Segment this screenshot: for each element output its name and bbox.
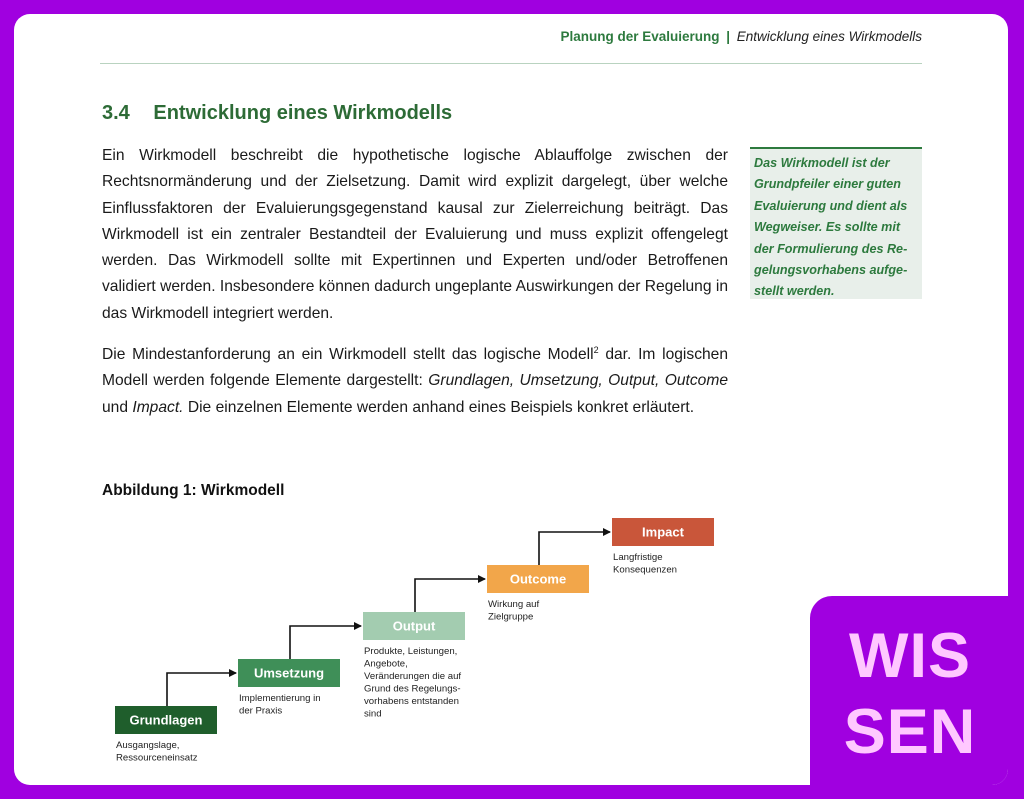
wissen-badge	[810, 596, 1008, 785]
step-desc-grundlagen: Ressourceneinsatz	[116, 752, 198, 764]
step-desc-output: Grund des Regelungs-	[364, 683, 461, 695]
header-section: Planung der Evaluierung	[560, 29, 720, 44]
paragraph-1: Ein Wirkmodell beschreibt die hypothetische logische Ablauffolge zwischen der Rechtsnormänderung und der Zielsetzung. Damit wird explizit dargelegt, über welche Einflussfaktoren der Evaluierungsgegenstand kausal zur Zielerreichung beiträgt. Das Wirkmodell ist ein zentraler Bestandteil der Evaluierung und muss explizit offengelegt werden. Das Wirkmodell sollte mit Expertinnen und Experten und/oder Betroffenen validiert werden. Insbesondere können dadurch ungeplante Auswirkungen der Regelung in das Wirkmodell integriert werden.	[102, 147, 728, 322]
section-number: 3.4	[102, 102, 130, 124]
header-chapter: Entwicklung eines Wirkmodells	[736, 29, 922, 44]
connector-arrow	[167, 673, 236, 706]
step-label-impact: Impact	[642, 524, 684, 540]
footnote-ref[interactable]: 2	[593, 344, 599, 355]
sidebar-note: Das Wirkmodell ist der Grundpfeiler einer guten Evaluierung und dient als Wegweiser. Es sollte mit der Formulierung des Regelungsvorhabens aufgestellt werden.	[750, 147, 922, 299]
step-label-outcome: Outcome	[509, 571, 567, 587]
badge-line-2: SEN	[843, 697, 977, 767]
step-umsetzung	[238, 659, 340, 717]
step-grundlagen	[115, 706, 217, 764]
diagram-steps	[115, 518, 714, 764]
connector-arrow	[539, 532, 610, 565]
paragraph-2-part-3: Die einzelnen Elemente werden anhand eines Beispiels konkret erläutert.	[183, 398, 695, 416]
step-desc-umsetzung: der Praxis	[239, 705, 283, 717]
step-desc-output: Angebote,	[364, 658, 408, 670]
step-label-output: Output	[392, 618, 436, 634]
step-desc-output: vorhabens entstanden	[364, 696, 459, 707]
step-desc-impact: Langfristige	[613, 552, 663, 563]
step-output	[363, 612, 465, 720]
paragraph-2-part-2: dar. Im logischen Modell werden folgende Elemente dargestellt:	[102, 346, 729, 390]
step-label-grundlagen: Grundlagen	[129, 712, 203, 728]
section-title: Entwicklung eines Wirkmodells	[153, 102, 453, 124]
figure-title: Abbildung 1: Wirkmodell	[102, 482, 285, 499]
step-desc-grundlagen: Ausgangslage,	[116, 740, 180, 751]
step-desc-outcome: Zielgruppe	[488, 611, 534, 623]
step-desc-output: Produkte, Leistungen,	[364, 646, 458, 657]
badge-line-1: WIS	[849, 621, 971, 691]
step-desc-impact: Konsequenzen	[613, 564, 678, 576]
step-desc-output: sind	[364, 708, 382, 720]
connector-arrow	[415, 579, 485, 612]
step-label-umsetzung: Umsetzung	[253, 665, 325, 681]
connector-arrow	[290, 626, 361, 659]
header-separator: |	[726, 29, 731, 44]
paragraph-2-impact: Impact.	[132, 398, 184, 416]
paragraph-2-elements: Grundlagen, Umsetzung, Output, Outcome	[428, 372, 728, 390]
step-outcome	[487, 565, 589, 623]
step-desc-output: Veränderungen die auf	[364, 671, 462, 682]
paragraph-2-part-1: Die Mindestanforderung an ein Wirkmodell stellt das logische Modell	[102, 346, 594, 363]
step-impact	[612, 518, 714, 576]
document-page	[14, 14, 1008, 785]
step-desc-outcome: Wirkung auf	[488, 599, 540, 610]
step-desc-umsetzung: Implementierung in	[239, 693, 321, 704]
paragraph-2-and: und	[102, 398, 133, 416]
